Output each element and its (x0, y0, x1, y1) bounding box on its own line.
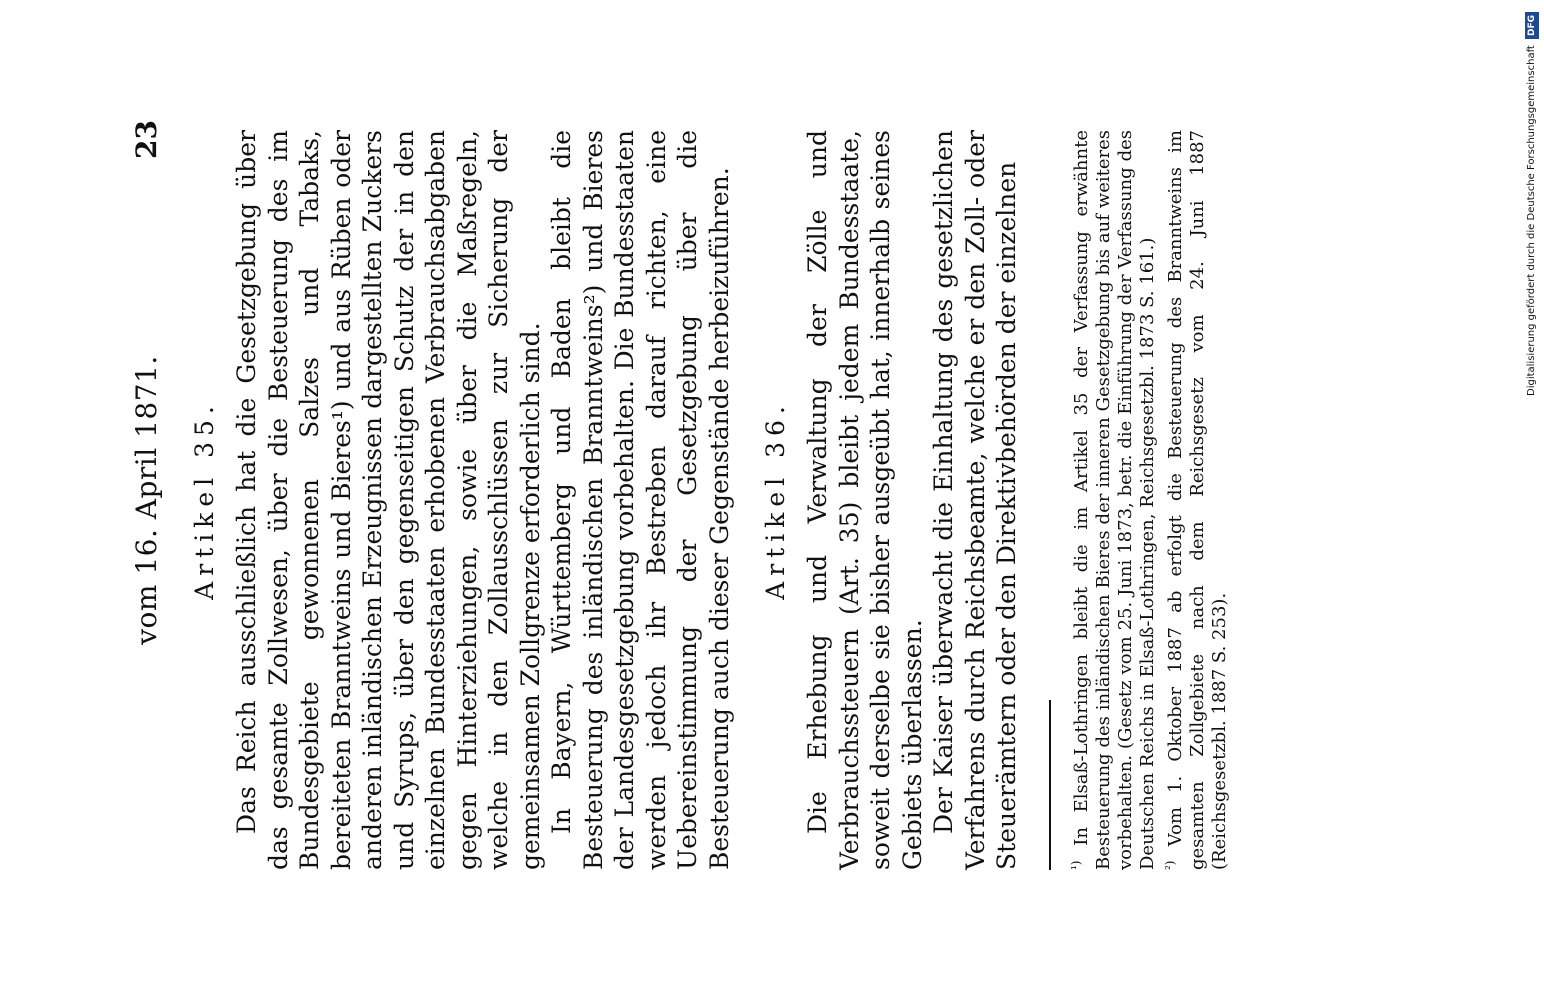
footnote-2-text: Vom 1. Oktober 1887 ab erfolgt die Besteuerung des Branntweins im gesamten Zollgebiete nach dem Reichsgesetz vom 24. Juni 1887 (Reichsgesetzbl. 1887 S. 253). (1164, 130, 1230, 870)
footnote-2-marker: ²) (1162, 860, 1177, 870)
footnote-1-text: In Elsaß-Lothringen bleibt die im Artikel 35 der Verfassung erwähnte Besteuerung des inländischen Bieres der inneren Gesetzgebung bis auf weiteres vorbehalten. (Gesetz vom 25. Juni 1873, betr. die Einführung der Verfassung des Deutschen Reichs in Elsaß-Lothringen, Reichsgesetzbl. 1873 S. 161.) (1070, 130, 1158, 870)
footnote-2 (1159, 130, 1231, 870)
article-36-paragraph-1: Die Erhebung und Verwaltung der Zölle und Verbrauchssteuern (Art. 35) bleibt jedem Bundesstaate, soweit derselbe sie bisher ausgeübt hat, innerhalb seines Gebiets überlassen. (803, 130, 927, 870)
running-title: vom 16. April 1871. (130, 355, 163, 645)
digitization-credit (1522, 6, 1542, 996)
footnote-divider (1049, 700, 1051, 870)
footnote-1-marker: ¹) (1068, 860, 1083, 870)
digitization-credit-text: Digitalisierung gefördert durch die Deutsche Forschungsgemeinschaft (1526, 45, 1537, 396)
article-35-paragraph-1: Das Reich ausschließlich hat die Gesetzgebung über das gesamte Zollwesen, über die Besteuerung des im Bundesgebiete gewonnenen Salzes und Tabaks, bereiteten Branntweins und Bieres¹) und aus Rüben oder anderen inländischen Erzeugnissen dargestellten Zuckers und Syrups, über den gegenseitigen Schutz der in den einzelnen Bundesstaaten erhobenen Verbrauchsabgaben gegen Hinterziehungen, sowie über die Maßregeln, welche in den Zollausschlüssen zur Sicherung der gemeinsamen Zollgrenze erforderlich sind. (232, 130, 545, 870)
dfg-logo: DFG (1525, 12, 1539, 39)
page-number: 23 (130, 120, 163, 159)
page-content (130, 120, 1231, 870)
article-35-heading: Artikel 35. (190, 400, 219, 600)
article-35-paragraph-2: In Bayern, Württemberg und Baden bleibt die Besteuerung des inländischen Branntweins²) und Bieres der Landesgesetzgebung vorbehalten. Die Bundesstaaten werden jedoch ihr Bestreben darauf richten, eine Uebereinstimmung der Gesetzgebung über die Besteuerung auch dieser Gegenstände herbeizuführen. (547, 130, 734, 870)
page-header (130, 120, 170, 870)
digitization-credit-label (1522, 0, 1542, 396)
section-gap (735, 130, 757, 870)
footnote-1 (1065, 130, 1159, 870)
article-36-heading: Artikel 36. (761, 400, 790, 600)
article-36-paragraph-2: Der Kaiser überwacht die Einhaltung des gesetzlichen Verfahrens durch Reichsbeamte, welche er den Zoll- oder Steuerämtern oder den Direktivbehörden der einzelnen (929, 130, 1021, 870)
